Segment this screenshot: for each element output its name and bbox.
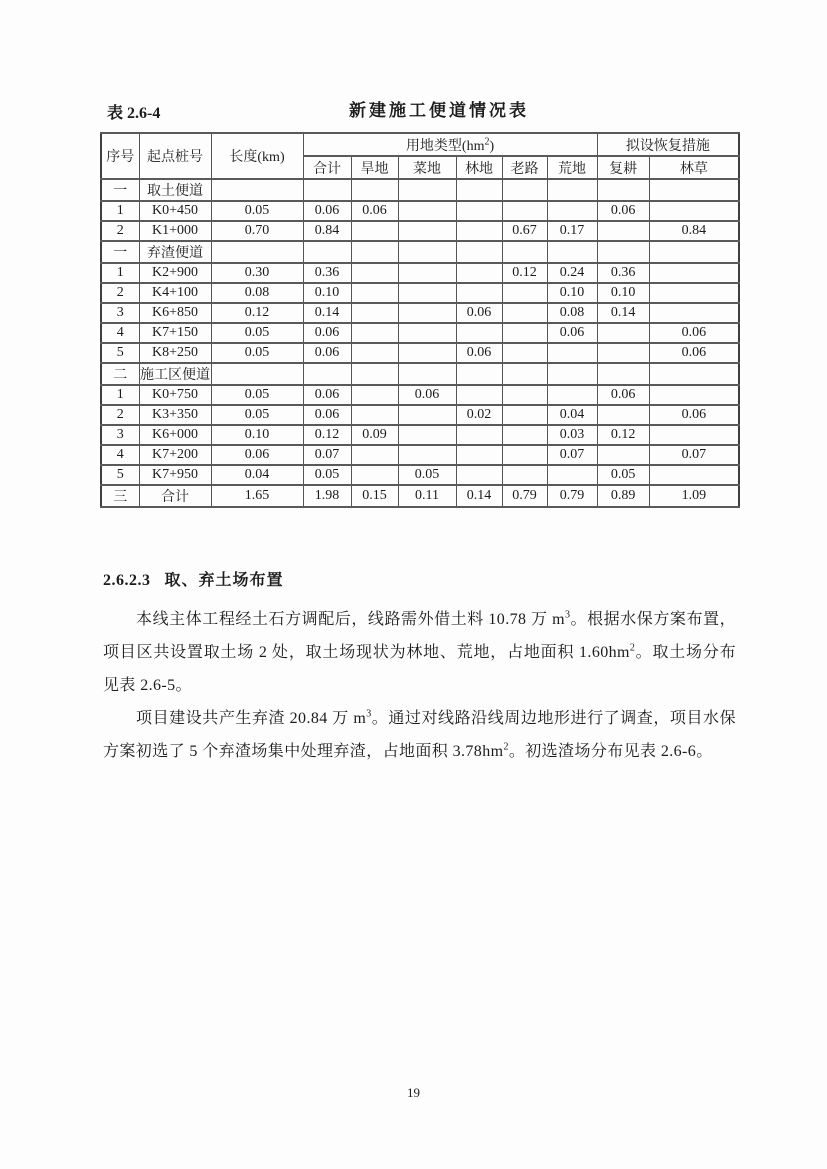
table-cell — [547, 241, 597, 263]
table-cell: K7+950 — [139, 465, 211, 485]
table-cell: K4+100 — [139, 283, 211, 303]
table-cell — [597, 179, 649, 201]
table-cell: K3+350 — [139, 405, 211, 425]
table-cell — [597, 323, 649, 343]
paragraph-2-text: 项目建设共产生弃渣 20.84 万 m — [136, 710, 367, 727]
table-cell: 5 — [101, 343, 139, 363]
table-row — [101, 263, 739, 283]
table-cell: 0.17 — [547, 221, 597, 241]
table-row — [101, 221, 739, 241]
table-row — [101, 465, 739, 485]
table-cell: 0.07 — [547, 445, 597, 465]
table-cell: 0.05 — [211, 343, 303, 363]
table-cell: K6+000 — [139, 425, 211, 445]
table-title: 新建施工便道情况表 — [349, 101, 529, 120]
table-cell: 0.05 — [211, 385, 303, 405]
table-cell: 合计 — [139, 485, 211, 507]
table-cell — [398, 303, 456, 323]
superscript-cubed: 3 — [564, 609, 571, 621]
col-header-wasteland: 荒地 — [547, 156, 597, 179]
table-cell: 3 — [101, 425, 139, 445]
table-cell: 0.14 — [303, 303, 351, 323]
section-heading — [103, 567, 736, 590]
table-cell: K6+850 — [139, 303, 211, 323]
table-cell: 5 — [101, 465, 139, 485]
table-cell — [303, 363, 351, 385]
col-header-total: 合计 — [303, 156, 351, 179]
table-cell — [456, 323, 502, 343]
table-cell — [649, 201, 739, 221]
table-cell: 0.36 — [597, 263, 649, 283]
section-heading-text: 取、弃土场布置 — [164, 572, 284, 589]
table-row — [101, 283, 739, 303]
table-cell: 2 — [101, 221, 139, 241]
table-cell: 0.08 — [211, 283, 303, 303]
table-cell: 0.10 — [597, 283, 649, 303]
paragraph-1-text: 。取土场分布见表 2.6-5。 — [103, 644, 737, 694]
table-cell: 0.06 — [456, 303, 502, 323]
table-cell — [351, 263, 398, 283]
table-cell — [547, 465, 597, 485]
superscript-cubed: 3 — [366, 708, 372, 720]
table-cell — [502, 363, 547, 385]
table-cell — [502, 425, 547, 445]
table-cell: 0.06 — [303, 343, 351, 363]
table-cell: 0.06 — [649, 343, 739, 363]
table-cell: 0.05 — [211, 405, 303, 425]
land-type-text: 用地类型(hm — [405, 138, 485, 154]
table-cell: 0.10 — [303, 283, 351, 303]
paragraph-2-text: 。初选渣场分布见表 2.6-6。 — [508, 743, 713, 760]
table-cell: 0.06 — [547, 323, 597, 343]
table-cell — [351, 385, 398, 405]
table-cell — [351, 303, 398, 323]
table-cell — [303, 241, 351, 263]
table-cell — [351, 323, 398, 343]
col-group-restoration: 拟设恢复措施 — [597, 133, 739, 156]
table-cell — [351, 343, 398, 363]
table-cell: 0.06 — [597, 201, 649, 221]
table-cell — [597, 363, 649, 385]
superscript-squared: 2 — [503, 741, 509, 753]
section-row — [101, 363, 739, 385]
table-cell: 0.05 — [597, 465, 649, 485]
table-cell — [456, 385, 502, 405]
table-cell — [211, 241, 303, 263]
table-cell: 0.70 — [211, 221, 303, 241]
table-cell: 三 — [101, 485, 139, 507]
table-cell — [398, 363, 456, 385]
table-cell: 0.05 — [398, 465, 456, 485]
table-row — [101, 343, 739, 363]
table-caption-label: 表 2.6-4 — [107, 105, 161, 122]
table-cell — [398, 405, 456, 425]
table-cell: 0.04 — [211, 465, 303, 485]
table-row — [101, 405, 739, 425]
table-cell — [649, 385, 739, 405]
table-cell: 1 — [101, 385, 139, 405]
table-cell — [649, 425, 739, 445]
table-cell: 0.05 — [211, 201, 303, 221]
table-cell: 0.10 — [211, 425, 303, 445]
paragraph-2 — [103, 702, 736, 768]
table-cell — [502, 343, 547, 363]
table-cell: 0.03 — [547, 425, 597, 445]
table-cell: 0.12 — [502, 263, 547, 283]
table-cell: K0+450 — [139, 201, 211, 221]
table-cell — [649, 263, 739, 283]
table-cell — [456, 363, 502, 385]
table-cell: 一 — [101, 179, 139, 201]
paragraph-2-text: 。通过对线路沿线周边地形进行了调查，项目水保方案初选了 5 个弃渣场集中处理弃渣，占地面积 3.78hm — [103, 710, 736, 760]
table-cell: 0.67 — [502, 221, 547, 241]
table-cell: 0.06 — [649, 405, 739, 425]
table-cell: 2 — [101, 283, 139, 303]
table-cell — [456, 201, 502, 221]
table-cell: 0.06 — [351, 201, 398, 221]
table-cell — [502, 283, 547, 303]
table-row — [101, 385, 739, 405]
table-cell: 0.06 — [211, 445, 303, 465]
table-cell — [649, 179, 739, 201]
table-cell: K2+900 — [139, 263, 211, 283]
section-row — [101, 241, 739, 263]
superscript-squared: 2 — [629, 642, 636, 654]
table-cell — [502, 303, 547, 323]
col-header-forest-grass: 林草 — [649, 156, 739, 179]
header-row-1 — [101, 133, 739, 156]
table-cell: 0.06 — [456, 343, 502, 363]
table-cell — [211, 363, 303, 385]
section-row — [101, 179, 739, 201]
table-cell: K7+200 — [139, 445, 211, 465]
table-cell: 0.84 — [303, 221, 351, 241]
col-header-seq: 序号 — [101, 133, 139, 179]
table-cell — [649, 241, 739, 263]
table-cell: 0.12 — [211, 303, 303, 323]
table-cell — [456, 221, 502, 241]
table-cell: 4 — [101, 323, 139, 343]
table-cell: 0.84 — [649, 221, 739, 241]
table-cell: 0.12 — [597, 425, 649, 445]
table-cell — [398, 179, 456, 201]
table-cell: 0.11 — [398, 485, 456, 507]
paragraph-1-text: 。根据水保方案布置，项目区共设置取土场 2 处，取土场现状为林地、荒地，占地面积 1.60hm — [103, 611, 736, 661]
table-cell: 1 — [101, 201, 139, 221]
table-cell — [398, 201, 456, 221]
col-header-dry-land: 旱地 — [351, 156, 398, 179]
table-cell: 0.06 — [303, 323, 351, 343]
table-cell: 0.02 — [456, 405, 502, 425]
table-cell: K1+000 — [139, 221, 211, 241]
table-cell: 0.06 — [303, 385, 351, 405]
table-cell — [502, 241, 547, 263]
table-cell — [351, 405, 398, 425]
table-cell — [398, 425, 456, 445]
table-cell: 0.10 — [547, 283, 597, 303]
table-cell — [398, 263, 456, 283]
table-cell — [547, 343, 597, 363]
table-cell — [597, 241, 649, 263]
table-cell — [547, 363, 597, 385]
table-cell: 1.98 — [303, 485, 351, 507]
table-cell — [398, 283, 456, 303]
table-cell: 0.06 — [398, 385, 456, 405]
table-body — [101, 179, 739, 507]
table-cell: 4 — [101, 445, 139, 465]
table-row — [101, 425, 739, 445]
table-cell: 0.07 — [303, 445, 351, 465]
table-row — [101, 323, 739, 343]
table-cell — [351, 179, 398, 201]
table-cell — [351, 445, 398, 465]
col-group-land-type — [303, 133, 597, 156]
table-cell — [398, 241, 456, 263]
land-type-close: ) — [489, 138, 495, 154]
page-number: 19 — [407, 1085, 420, 1100]
section-heading-number: 2.6.2.3 — [103, 572, 151, 589]
table-cell — [456, 283, 502, 303]
table-cell: 0.05 — [211, 323, 303, 343]
table-cell: 0.06 — [649, 323, 739, 343]
table-cell: 1 — [101, 263, 139, 283]
table-cell: 0.30 — [211, 263, 303, 283]
table-cell — [502, 323, 547, 343]
table-cell — [649, 465, 739, 485]
table-cell — [456, 241, 502, 263]
table-cell — [398, 323, 456, 343]
table-cell: 0.12 — [303, 425, 351, 445]
table-row — [101, 485, 739, 507]
table-cell — [211, 179, 303, 201]
table-cell: 0.24 — [547, 263, 597, 283]
table-cell: K7+150 — [139, 323, 211, 343]
table-cell: 弃渣便道 — [139, 241, 211, 263]
table-cell — [303, 179, 351, 201]
table-cell — [597, 405, 649, 425]
table-cell: 2 — [101, 405, 139, 425]
col-header-forest-land: 林地 — [456, 156, 502, 179]
table-cell: 0.15 — [351, 485, 398, 507]
col-header-length: 长度(km) — [211, 133, 303, 179]
table-caption-row — [100, 99, 738, 123]
table-cell: 0.07 — [649, 445, 739, 465]
table-cell: 一 — [101, 241, 139, 263]
table-cell — [456, 445, 502, 465]
table-cell — [456, 263, 502, 283]
table-cell: 0.79 — [547, 485, 597, 507]
table-cell — [502, 465, 547, 485]
table-cell: 0.79 — [502, 485, 547, 507]
table-cell — [351, 283, 398, 303]
table-row — [101, 303, 739, 323]
table-cell: 0.89 — [597, 485, 649, 507]
table-cell — [547, 179, 597, 201]
table-cell — [649, 363, 739, 385]
construction-road-table — [100, 132, 740, 508]
table-cell — [398, 221, 456, 241]
table-cell — [547, 201, 597, 221]
text-section — [103, 567, 736, 768]
table-cell: 0.14 — [456, 485, 502, 507]
table-cell — [456, 179, 502, 201]
table-cell: 0.09 — [351, 425, 398, 445]
table-cell — [502, 385, 547, 405]
table-cell — [597, 343, 649, 363]
table-cell — [502, 179, 547, 201]
paragraph-1 — [103, 603, 736, 702]
table-cell — [597, 221, 649, 241]
table-cell: 0.14 — [597, 303, 649, 323]
col-header-stake: 起点桩号 — [139, 133, 211, 179]
table-cell — [351, 221, 398, 241]
table-cell — [398, 445, 456, 465]
table-cell — [456, 465, 502, 485]
table-cell: K0+750 — [139, 385, 211, 405]
table-cell — [502, 405, 547, 425]
table-cell: 0.06 — [303, 201, 351, 221]
table-cell: 取土便道 — [139, 179, 211, 201]
table-cell: 0.04 — [547, 405, 597, 425]
table-cell — [456, 425, 502, 445]
table-cell — [351, 241, 398, 263]
table-cell: 1.09 — [649, 485, 739, 507]
table-cell — [649, 283, 739, 303]
table-cell — [502, 201, 547, 221]
table-row — [101, 201, 739, 221]
table-cell — [398, 343, 456, 363]
col-header-old-road: 老路 — [502, 156, 547, 179]
col-header-replough: 复耕 — [597, 156, 649, 179]
table-cell: 0.05 — [303, 465, 351, 485]
table-row — [101, 445, 739, 465]
table-cell: 0.08 — [547, 303, 597, 323]
table-cell — [502, 445, 547, 465]
land-type-sup: 2 — [484, 135, 490, 147]
table-cell: 0.06 — [303, 405, 351, 425]
table-cell: 二 — [101, 363, 139, 385]
table-cell — [547, 385, 597, 405]
table-cell: 3 — [101, 303, 139, 323]
col-header-vegetable-land: 菜地 — [398, 156, 456, 179]
table-cell: 施工区便道 — [139, 363, 211, 385]
paragraph-1-text: 本线主体工程经土石方调配后，线路需外借土料 10.78 万 m — [136, 611, 565, 628]
table-cell — [351, 363, 398, 385]
table-cell: 0.06 — [597, 385, 649, 405]
table-cell: 0.36 — [303, 263, 351, 283]
table-cell — [351, 465, 398, 485]
table-cell: 1.65 — [211, 485, 303, 507]
table-cell: K8+250 — [139, 343, 211, 363]
table-cell — [649, 303, 739, 323]
table-header — [101, 133, 739, 179]
table-cell — [597, 445, 649, 465]
